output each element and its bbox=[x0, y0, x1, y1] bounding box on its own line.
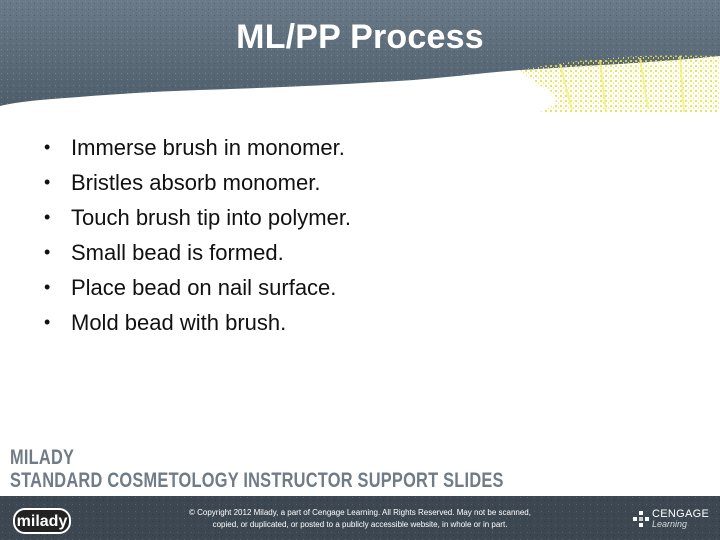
bullet-icon: • bbox=[44, 312, 51, 332]
footer-bar bbox=[0, 496, 720, 540]
bullet-icon: • bbox=[44, 207, 51, 227]
bullet-item bbox=[44, 270, 351, 305]
copyright-line2: copied, or duplicated, or posted to a publicly accessible website, in whole or in part. bbox=[212, 520, 508, 529]
copyright-notice bbox=[150, 507, 570, 531]
cengage-sub: Learning bbox=[652, 519, 688, 529]
cengage-mark-icon bbox=[632, 510, 650, 528]
bullet-item bbox=[44, 235, 351, 270]
cengage-brand: CENGAGE bbox=[652, 508, 710, 520]
milady-logo: milady bbox=[13, 508, 71, 534]
bullet-text: Place bead on nail surface. bbox=[71, 275, 337, 300]
title-banner bbox=[0, 0, 720, 112]
bullet-item bbox=[44, 165, 351, 200]
bullet-icon: • bbox=[44, 242, 51, 262]
bullet-item bbox=[44, 130, 351, 165]
bullet-text: Mold bead with brush. bbox=[71, 310, 287, 335]
bullet-text: Immerse brush in monomer. bbox=[71, 135, 345, 160]
bullet-item bbox=[44, 305, 351, 340]
bullet-text: Small bead is formed. bbox=[71, 240, 284, 265]
slide-title: ML/PP Process bbox=[236, 18, 484, 56]
series-title bbox=[10, 447, 643, 493]
bullet-text: Touch brush tip into polymer. bbox=[71, 205, 352, 230]
bullet-text: Bristles absorb monomer. bbox=[71, 170, 321, 195]
bullet-list bbox=[44, 130, 351, 340]
bullet-icon: • bbox=[44, 137, 51, 157]
bullet-icon: • bbox=[44, 277, 51, 297]
bullet-icon: • bbox=[44, 172, 51, 192]
copyright-line1: © Copyright 2012 Milady, a part of Cengage Learning. All Rights Reserved. May not be scanned, bbox=[189, 508, 531, 517]
cengage-logo bbox=[632, 508, 714, 530]
series-title-line1: MILADY bbox=[10, 446, 75, 469]
series-title-line2: STANDARD COSMETOLOGY INSTRUCTOR SUPPORT SLIDES bbox=[10, 469, 504, 492]
bullet-item bbox=[44, 200, 351, 235]
